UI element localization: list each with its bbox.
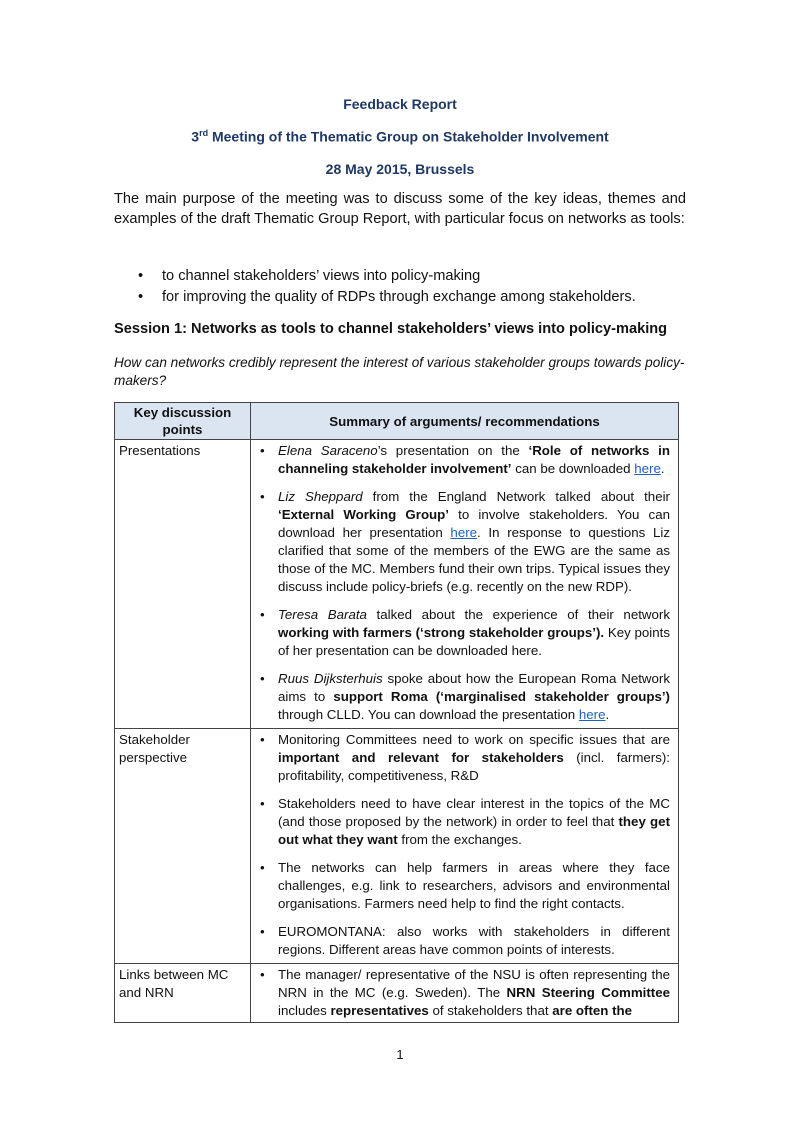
row-label: Links between MC and NRN — [115, 964, 251, 1023]
speaker-name: Teresa Barata — [278, 607, 367, 622]
item-text: EUROMONTANA: also works with stakeholders in different regions. Different areas have common points of interests. — [278, 924, 670, 957]
item-text: Monitoring Committees need to work on specific issues that are — [278, 732, 670, 747]
discussion-table — [114, 402, 679, 1023]
download-link[interactable]: here — [450, 525, 478, 540]
summary-item — [251, 795, 678, 849]
summary-item — [251, 488, 678, 596]
session-heading: Session 1: Networks as tools to channel stakeholders’ views into policy-making — [114, 321, 668, 337]
item-text: to involve stakeholders. You can download her presentation — [278, 507, 670, 540]
item-bold: ‘External Working Group’ — [278, 507, 449, 522]
summary-item — [251, 442, 678, 478]
item-text: (incl. farmers): profitability, competitiveness, R&D — [278, 750, 670, 783]
column-header-key-points: Key discussion points — [115, 403, 251, 440]
item-bold: support Roma (‘marginalised stakeholder groups’) — [333, 689, 670, 704]
meeting-date-place: 28 May 2015, Brussels — [325, 161, 475, 177]
table-header-row — [115, 403, 679, 440]
item-text: from the exchanges. — [397, 832, 522, 847]
item-text: of stakeholders that — [428, 1003, 553, 1018]
summary-item — [251, 923, 678, 959]
item-text: from the England Network talked about their — [362, 489, 670, 504]
table-row — [115, 964, 679, 1023]
intro-bullet: • for improving the quality of RDPs through exchange among stakeholders. — [138, 287, 686, 308]
item-text: The networks can help farmers in areas where they face challenges, e.g. link to researchers, advisors and environmental organisations. Farmers need help to find the right contacts. — [278, 860, 670, 911]
speaker-name: Elena Saraceno — [278, 443, 378, 458]
item-text: can be downloaded — [511, 461, 635, 476]
item-text: spoke about how the European Roma Network aims to — [278, 671, 670, 704]
table-row — [115, 729, 679, 964]
item-bold: NRN Steering Committee — [506, 985, 670, 1000]
item-text: through CLLD. You can download the presentation — [278, 707, 579, 722]
item-text: Stakeholders need to have clear interest in the topics of the MC (and those proposed by the network) in order to feel that — [278, 796, 670, 829]
table-row — [115, 440, 679, 729]
item-text: Key points of her presentation can be downloaded here. — [278, 625, 670, 658]
report-title: Feedback Report — [343, 96, 457, 112]
download-link[interactable]: here — [634, 461, 661, 476]
item-bold: are often the — [552, 1003, 633, 1018]
meeting-number-suffix: rd — [199, 128, 209, 138]
item-bold: working with farmers (‘strong stakeholder groups’). — [278, 625, 605, 640]
download-link[interactable]: here — [578, 707, 606, 722]
item-bold: representatives — [330, 1003, 429, 1018]
item-text: The manager/ representative of the NSU is often representing the NRN in the MC (e.g. Sweden). The — [278, 967, 670, 1000]
column-header-summary: Summary of arguments/ recommendations — [251, 403, 679, 440]
row-summary — [251, 440, 679, 729]
row-summary — [251, 964, 679, 1023]
meeting-title — [114, 128, 686, 145]
speaker-name: Liz Sheppard — [278, 489, 363, 504]
item-text: talked about the experience of their network — [366, 607, 670, 622]
row-label: Stakeholder perspective — [115, 729, 251, 964]
row-summary — [251, 729, 679, 964]
summary-item — [251, 859, 678, 913]
item-bold: ‘Role of networks in channeling stakeholder involvement’ — [278, 443, 670, 476]
summary-item — [251, 731, 678, 785]
item-text: ’s presentation on the — [377, 443, 529, 458]
intro-bullet: • to channel stakeholders’ views into policy-making — [138, 266, 686, 287]
speaker-name: Ruus Dijksterhuis — [278, 671, 383, 686]
meeting-number: 3 — [191, 128, 200, 145]
item-text: includes — [278, 1003, 331, 1018]
page-number: 1 — [396, 1047, 404, 1062]
item-bold: they get out what they want — [278, 814, 670, 847]
item-text: . — [605, 707, 610, 722]
row-label: Presentations — [115, 440, 251, 729]
meeting-title-text: Meeting of the Thematic Group on Stakeholder Involvement — [208, 128, 609, 145]
intro-bullet-list — [138, 266, 686, 308]
item-text: . In response to questions Liz clarified that some of the members of the EWG are the same as those of the MC. Members fund their own trips. Typical issues they discuss include policy-briefs (e.g. recently on the new RDP). — [278, 525, 671, 594]
summary-item — [251, 606, 678, 660]
item-text: . — [660, 461, 665, 476]
session-question: How can networks credibly represent the interest of various stakeholder groups towards policy-makers? — [114, 355, 685, 388]
summary-item — [251, 966, 678, 1020]
summary-item — [251, 670, 678, 724]
intro-paragraph: The main purpose of the meeting was to discuss some of the key ideas, themes and examples of the draft Thematic Group Report, with particular focus on networks as tools: — [114, 191, 686, 227]
item-bold: important and relevant for stakeholders — [278, 750, 564, 765]
